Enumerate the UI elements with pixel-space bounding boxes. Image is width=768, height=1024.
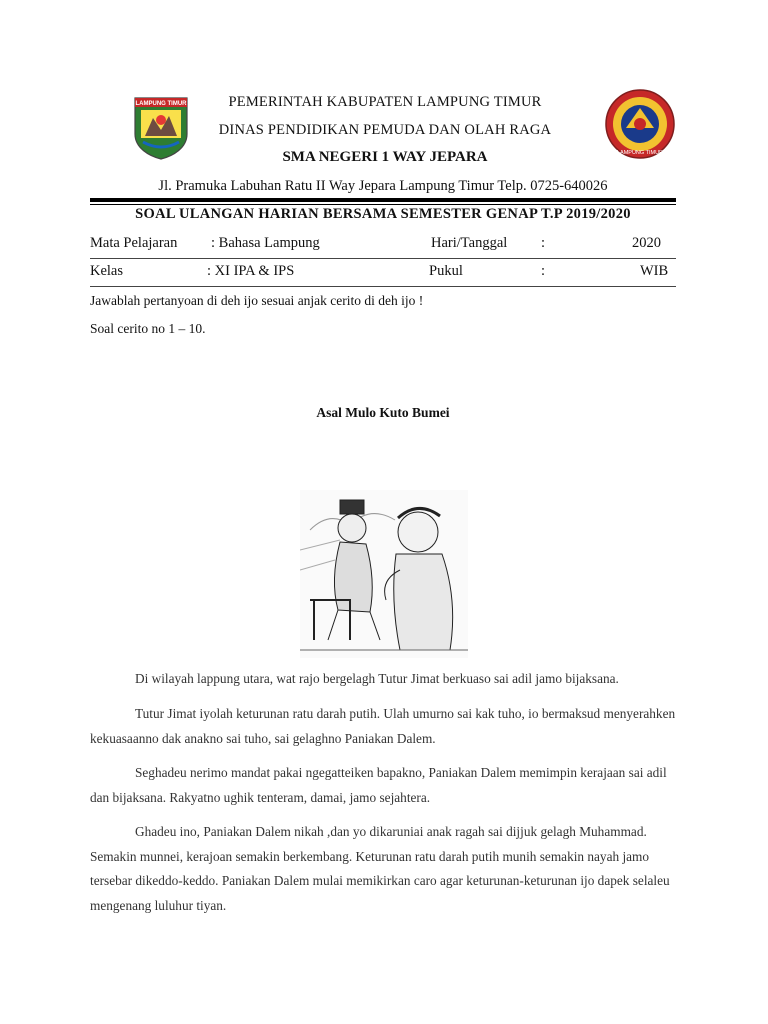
header-school-name: SMA NEGERI 1 WAY JEPARA [282,149,488,165]
class-label: Kelas [90,263,124,279]
story-paragraph: Seghadeu nerimo mandat pakai ngegatteiken bapakno, Paniakan Dalem memimpin kerajaan sai adil dan bijaksana. Rakyatno ughik tenteram, damai, jamo sejahtera. [90,765,667,805]
class-value: : XI IPA & IPS [207,263,295,279]
header-government: PEMERINTAH KABUPATEN LAMPUNG TIMUR [228,94,542,110]
time-value: WIB [640,263,669,279]
time-colon: : [541,263,546,279]
header-divider-thin [90,204,676,205]
info-row-rule [90,286,676,287]
header-department: DINAS PENDIDIKAN PEMUDA DAN OLAH RAGA [218,122,552,138]
info-row-rule [90,258,676,259]
exam-title: SOAL ULANGAN HARIAN BERSAMA SEMESTER GENAP T.P 2019/2020 [135,206,631,222]
school-seal-logo [604,88,676,160]
school-seal-lettering: LAMPUNG TIMUR [616,150,664,156]
story-title: Asal Mulo Kuto Bumei [316,405,450,420]
instruction-line: Jawablah pertanyoan di deh ijo sesuai anjak cerito di deh ijo ! [90,293,424,308]
date-colon: : [541,235,546,251]
district-logo-lettering: LAMPUNG TIMUR [135,101,187,107]
header-divider-thick [90,198,676,202]
instruction-scope: Soal cerito no 1 – 10. [90,321,206,336]
district-logo [133,96,189,160]
subject-label: Mata Pelajaran [90,235,178,251]
subject-value: : Bahasa Lampung [211,235,320,251]
story-paragraph: Di wilayah lappung utara, wat rajo bergelagh Tutur Jimat berkuaso sai adil jamo bijaksana. [135,671,619,686]
story-illustration [300,490,468,658]
date-value: 2020 [632,235,661,251]
header-address: Jl. Pramuka Labuhan Ratu II Way Jepara Lampung Timur Telp. 0725-640026 [158,178,608,194]
time-label: Pukul [429,263,463,279]
date-label: Hari/Tanggal [431,235,508,251]
story-paragraph: Tutur Jimat iyolah keturunan ratu darah putih. Ulah umurno sai kak tuho, io bermaksud menyerahken kekuasaanno dak anakno sai tuho, sai gelaghno Paniakan Dalem. [90,706,676,746]
story-paragraph: Ghadeu ino, Paniakan Dalem nikah ,dan yo dikaruniai anak ragah sai dijjuk gelagh Muhammad. Semakin munnei, kerajoan semakin berkembang. Keturunan ratu darah putih munih semakin nayah jamo tersebar dikeddo-keddo. Paniakan Dalem mulai memikirkan caro agar keturunan-keturunan ijo dapek selaleu mengenang luluhur tiyan. [90,824,670,913]
